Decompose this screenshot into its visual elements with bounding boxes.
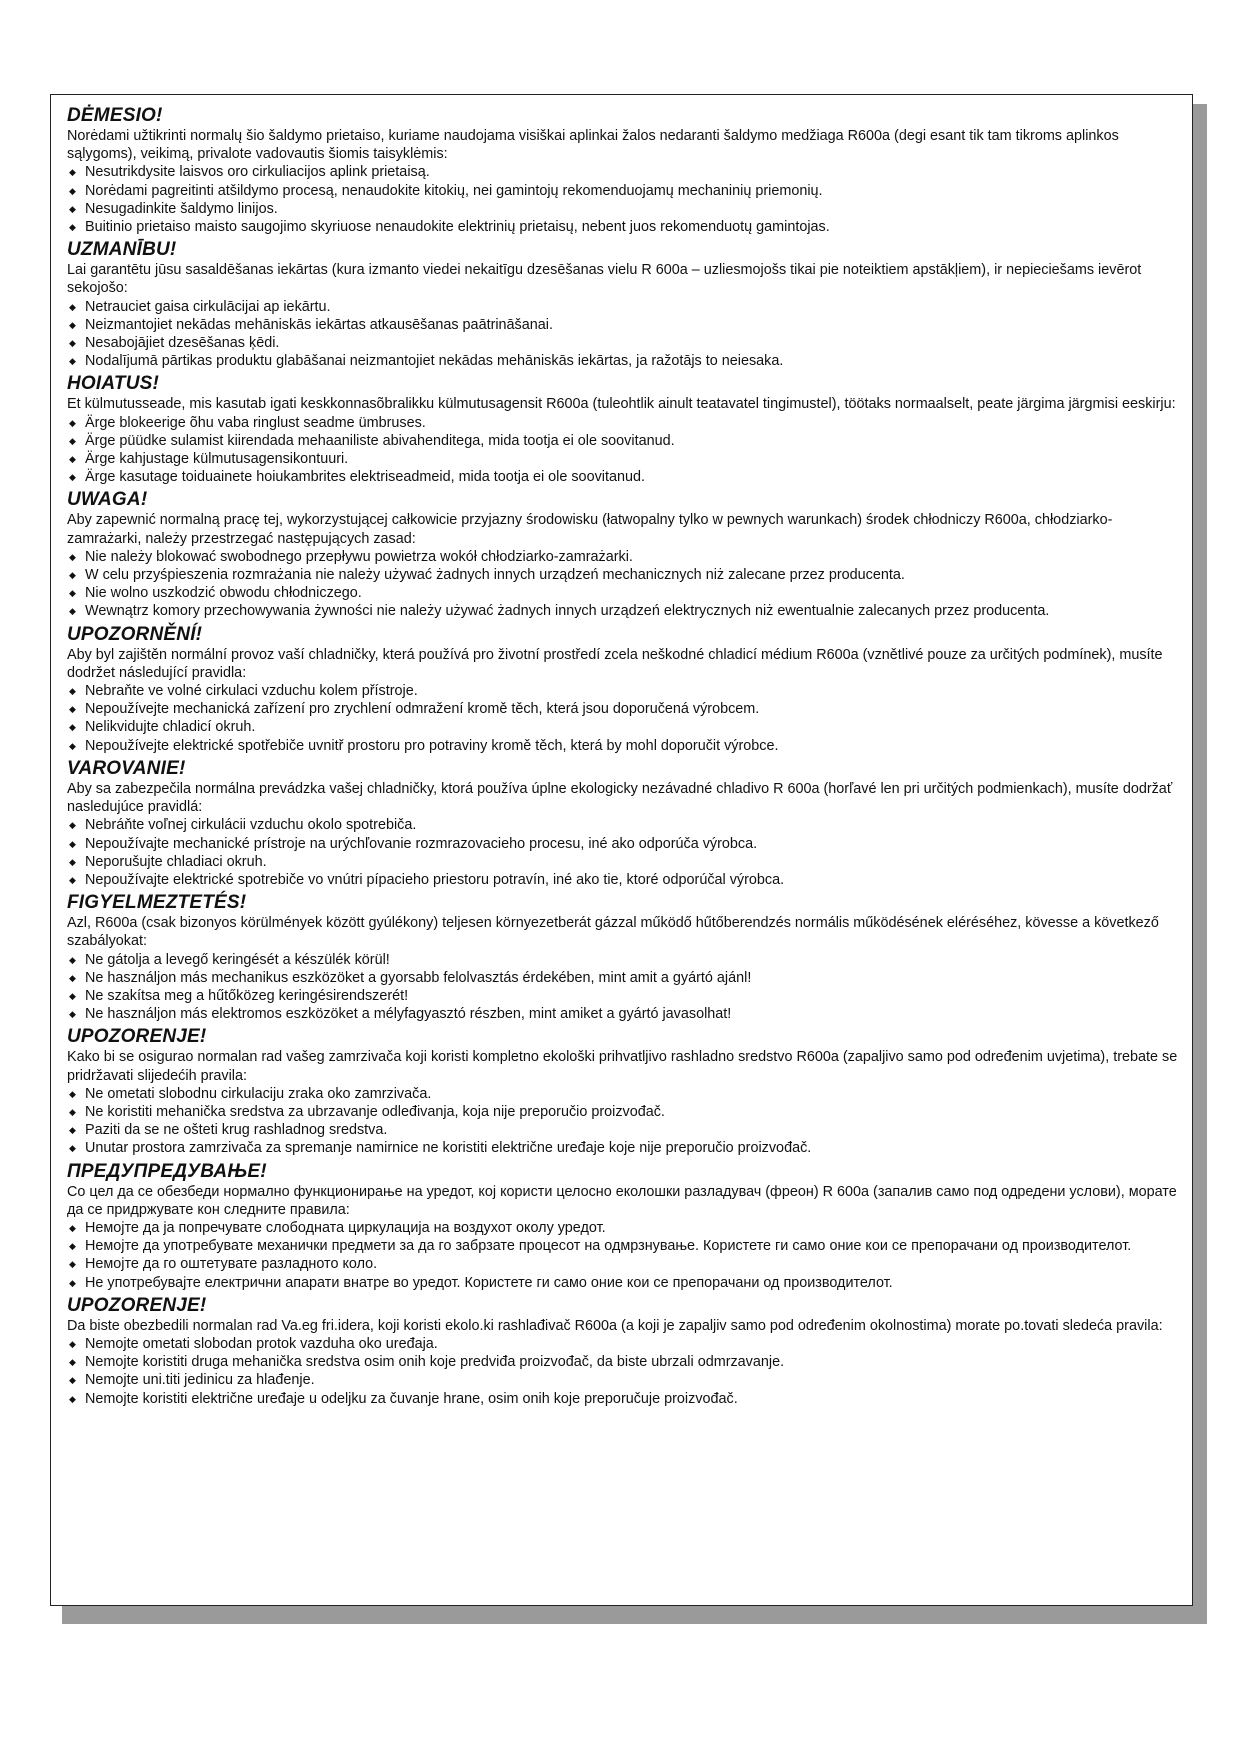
rule-item: ◆ Nelikvidujte chladicí okruh. bbox=[67, 718, 1178, 736]
rule-item: ◆ Nepoužívajte mechanické prístroje na urýchľovanie rozmrazovacieho procesu, iné ako odporúča výrobca. bbox=[67, 835, 1178, 853]
warning-section bbox=[67, 105, 1178, 236]
warning-section bbox=[67, 1161, 1178, 1292]
rule-item: ◆ W celu przyśpieszenia rozmrażania nie należy używać żadnych innych urządzeń mechanicznych niż zalecane przez producenta. bbox=[67, 566, 1178, 584]
section-title: UPOZORNĚNÍ! bbox=[67, 623, 203, 645]
section-title: DĖMESIO! bbox=[67, 105, 163, 126]
rule-item: ◆ Norėdami pagreitinti atšildymo procesą, nenaudokite kitokių, nei gamintojų rekomenduojamų mechaninių priemonių. bbox=[67, 182, 1178, 200]
warning-section bbox=[67, 373, 1178, 486]
section-intro: Azl, R600a (csak bizonyos körülmények között gyúlékony) teljesen környezetberát gázzal működő hűtőberendzés normális működésének eléréséhez, kövesse a következő szabályokat: bbox=[67, 915, 1159, 950]
section-title: UZMANĪBU! bbox=[67, 239, 177, 261]
section-intro: Da biste obezbedili normalan rad Va.eg fri.idera, koji koristi ekolo.ki rashlađivač R600a (a koji je zapaljiv samo pod određenim okolnostima) morate po.tovati sledeća pravila: bbox=[67, 1317, 1163, 1334]
rule-item: ◆ Nodalījumā pārtikas produktu glabāšanai neizmantojiet nekādas mehāniskās iekārtas, ja ražotājs to neiesaka. bbox=[67, 352, 1178, 370]
section-title: UPOZORENJE! bbox=[67, 1026, 207, 1048]
rule-list bbox=[67, 951, 1178, 1024]
rule-list bbox=[67, 1219, 1178, 1292]
rule-item: ◆ Не употребувајте електрични апарати внатре во уредот. Користете ги само оние кои се препорачани од производителот. bbox=[67, 1274, 1178, 1292]
rule-item: ◆ Nebraňte ve volné cirkulaci vzduchu kolem přístroje. bbox=[67, 682, 1178, 700]
section-title: VAROVANIE! bbox=[67, 757, 186, 779]
rule-item: ◆ Ne koristiti mehanička sredstva za ubrzavanje odleđivanja, koja nije preporučio proizvođač. bbox=[67, 1103, 1178, 1121]
rule-item: ◆ Ärge kahjustage külmutusagensikontuuri. bbox=[67, 450, 1178, 468]
rule-item: ◆ Ne használjon más elektromos eszközöket a mélyfagyasztó részben, mint amiket a gyártó javasolhat! bbox=[67, 1005, 1178, 1023]
rule-item: ◆ Ärge kasutage toiduainete hoiukambrites elektriseadmeid, mida tootja ei ole soovitanud. bbox=[67, 468, 1178, 486]
section-title: UPOZORENJE! bbox=[67, 1294, 207, 1316]
section-title: UWAGA! bbox=[67, 489, 148, 511]
warning-section bbox=[67, 239, 1178, 370]
warning-section bbox=[67, 624, 1178, 755]
section-title: ПРЕДУПРЕДУВАЊЕ! bbox=[67, 1160, 267, 1182]
rule-item: ◆ Nesugadinkite šaldymo linijos. bbox=[67, 200, 1178, 218]
section-intro: Aby byl zajištěn normální provoz vaší chladničky, která používá pro životní prostředí zcela neškodné chladicí médium R600a (vznětlivé pouze za určitých podmínek), musíte dodržet následující pravidla: bbox=[67, 646, 1163, 681]
warning-section bbox=[67, 1026, 1178, 1157]
rule-item: ◆ Nie wolno uszkodzić obwodu chłodniczego. bbox=[67, 584, 1178, 602]
rule-item: ◆ Немојте да употребувате механички предмети за да го забрзате процесот на одмрзнување. Користете ги само оние кои се препорачани од производителот. bbox=[67, 1237, 1178, 1255]
rule-item: ◆ Ärge blokeerige õhu vaba ringlust seadme ümbruses. bbox=[67, 414, 1178, 432]
section-intro: Со цел да се обезбеди нормално функционирање на уредот, кој користи целосно еколошки разладувач (фреон) R 600a (запалив само под одредени услови), морате да се придржувате кон следните правила: bbox=[67, 1183, 1177, 1218]
rule-list bbox=[67, 1085, 1178, 1158]
warning-section bbox=[67, 892, 1178, 1023]
rule-item: ◆ Nemojte uni.titi jedinicu za hlađenje. bbox=[67, 1371, 1178, 1389]
rule-item: ◆ Nemojte koristiti električne uređaje u odeljku za čuvanje hrane, osim onih koje preporučuje proizvođač. bbox=[67, 1390, 1178, 1408]
rule-item: ◆ Nepoužívejte mechanická zařízení pro zrychlení odmražení kromě těch, která jsou doporučená výrobcem. bbox=[67, 700, 1178, 718]
rule-list bbox=[67, 414, 1178, 487]
rule-item: ◆ Wewnątrz komory przechowywania żywności nie należy używać żadnych innych urządzeń elektrycznych niż ewentualnie zalecanych przez producenta. bbox=[67, 602, 1178, 620]
rule-list bbox=[67, 163, 1178, 236]
rule-item: ◆ Nepoužívajte elektrické spotrebiče vo vnútri pípacieho priestoru potravín, iné ako tie, ktoré odporúčal výrobca. bbox=[67, 871, 1178, 889]
section-title: HOIATUS! bbox=[67, 373, 160, 395]
rule-item: ◆ Немојте да го оштетувате разладното коло. bbox=[67, 1255, 1178, 1273]
rule-item: ◆ Nemojte ometati slobodan protok vazduha oko uređaja. bbox=[67, 1335, 1178, 1353]
rule-item: ◆ Немојте да ја попречувате слободната циркулација на воздухот околу уредот. bbox=[67, 1219, 1178, 1237]
rule-item: ◆ Nie należy blokować swobodnego przepływu powietrza wokół chłodziarko-zamrażarki. bbox=[67, 548, 1178, 566]
section-intro: Lai garantētu jūsu sasaldēšanas iekārtas (kura izmanto viedei nekaitīgu dzesēšanas vielu R 600a – uzliesmojošs tikai pie noteiktiem apstākļiem), ir nepieciešams ievērot sekojošo: bbox=[67, 262, 1142, 297]
rule-item: ◆ Ärge püüdke sulamist kiirendada mehaaniliste abivahenditega, mida tootja ei ole soovitanud. bbox=[67, 432, 1178, 450]
warning-section bbox=[67, 489, 1178, 620]
rule-list bbox=[67, 298, 1178, 371]
rule-item: ◆ Nemojte koristiti druga mehanička sredstva osim onih koje predviđa proizvođač, da biste ubrzali odmrzavanje. bbox=[67, 1353, 1178, 1371]
rule-item: ◆ Unutar prostora zamrzivača za spremanje namirnice ne koristiti električne uređaje koje nije preporučio proizvođač. bbox=[67, 1139, 1178, 1157]
rule-list bbox=[67, 1335, 1178, 1408]
rule-item: ◆ Nesabojājiet dzesēšanas ķēdi. bbox=[67, 334, 1178, 352]
warning-section bbox=[67, 758, 1178, 889]
section-intro: Aby zapewnić normalną pracę tej, wykorzystującej całkowicie przyjazny środowisku (łatwopalny tylko w pewnych warunkach) środek chłodniczy R600a, chłodziarko-zamrażarki, należy przestrzegać następujących zasad: bbox=[67, 512, 1113, 547]
warning-section bbox=[67, 1295, 1178, 1408]
section-intro: Aby sa zabezpečila normálna prevádzka vašej chladničky, ktorá používa úplne ekologicky nezávadné chladivo R 600a (horľavé len pri určitých podmienkach), musíte dodržať nasledujúce pravidlá: bbox=[67, 780, 1173, 816]
section-intro: Norėdami užtikrinti normalų šio šaldymo prietaiso, kuriame naudojama visiškai aplinkai žalos nedaranti šaldymo medžiaga R600a (degi esant tik tam tikroms aplinkos sąlygoms), veikimą, privalote vadovautis šiomis taisyklėmis: bbox=[67, 128, 1119, 163]
rule-item: ◆ Neizmantojiet nekādas mehāniskās iekārtas atkausēšanas paātrināšanai. bbox=[67, 316, 1178, 334]
rule-item: ◆ Ne használjon más mechanikus eszközöket a gyorsabb felolvasztás érdekében, mint amit a gyártó ajánl! bbox=[67, 969, 1178, 987]
rule-list bbox=[67, 682, 1178, 755]
warnings-box bbox=[50, 94, 1193, 1606]
rule-item: ◆ Ne gátolja a levegő keringését a készülék körül! bbox=[67, 951, 1178, 969]
rule-list bbox=[67, 816, 1178, 889]
section-title: FIGYELMEZTETÉS! bbox=[67, 892, 247, 914]
section-intro: Et külmutusseade, mis kasutab igati keskkonnasõbralikku külmutusagensit R600a (tuleohtlik ainult teatavatel tingimustel), töötaks normaalselt, peate järgima järgmisi eeskirju: bbox=[67, 396, 1176, 413]
rule-item: ◆ Paziti da se ne ošteti krug rashladnog sredstva. bbox=[67, 1121, 1178, 1139]
rule-list bbox=[67, 548, 1178, 621]
rule-item: ◆ Nepoužívejte elektrické spotřebiče uvnitř prostoru pro potraviny kromě těch, která by mohl doporučit výrobce. bbox=[67, 737, 1178, 755]
rule-item: ◆ Buitinio prietaiso maisto saugojimo skyriuose nenaudokite elektrinių prietaisų, nebent juos rekomenduotų gamintojas. bbox=[67, 218, 1178, 236]
rule-item: ◆ Ne ometati slobodnu cirkulaciju zraka oko zamrzivača. bbox=[67, 1085, 1178, 1103]
rule-item: ◆ Netrauciet gaisa cirkulācijai ap iekārtu. bbox=[67, 298, 1178, 316]
rule-item: ◆ Nebráňte voľnej cirkulácii vzduchu okolo spotrebiča. bbox=[67, 816, 1178, 834]
rule-item: ◆ Neporušujte chladiaci okruh. bbox=[67, 853, 1178, 871]
rule-item: ◆ Nesutrikdysite laisvos oro cirkuliacijos aplink prietaisą. bbox=[67, 163, 1178, 181]
rule-item: ◆ Ne szakítsa meg a hűtőközeg keringésirendszerét! bbox=[67, 987, 1178, 1005]
section-intro: Kako bi se osigurao normalan rad vašeg zamrzivača koji koristi kompletno ekološki prihvatljivo rashladno sredstvo R600a (zapaljivo samo pod određenim uvjetima), trebate se pridržavati slijedećih pravila: bbox=[67, 1049, 1178, 1084]
